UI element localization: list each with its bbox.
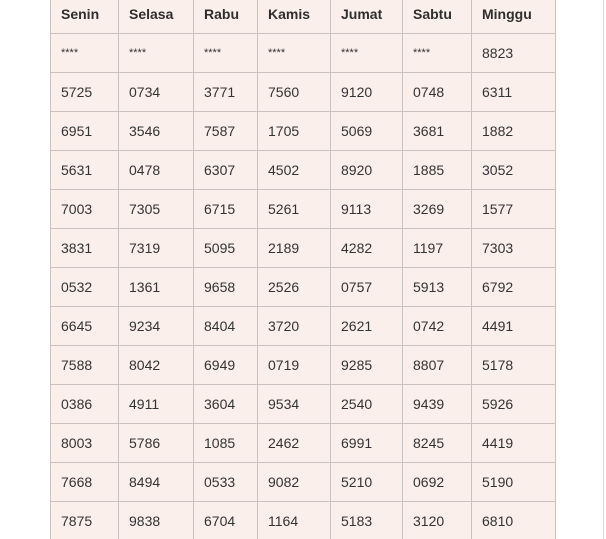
table-row <box>51 268 556 307</box>
table-cell-sabtu: 8807 <box>403 346 472 385</box>
table-cell-selasa: 0734 <box>119 73 194 112</box>
column-header-kamis: Kamis <box>258 0 331 34</box>
table-cell-senin: 7588 <box>51 346 119 385</box>
table-cell-jumat: 0757 <box>331 268 403 307</box>
table-cell-rabu: 6307 <box>194 151 258 190</box>
table-cell-selasa: 3546 <box>119 112 194 151</box>
table-row <box>51 73 556 112</box>
table-cell-minggu: 6311 <box>472 73 556 112</box>
table-cell-minggu: 5926 <box>472 385 556 424</box>
scroll-edge-divider <box>603 0 604 539</box>
table-cell-senin: 0386 <box>51 385 119 424</box>
table-cell-selasa: 1361 <box>119 268 194 307</box>
table-cell-rabu: 6949 <box>194 346 258 385</box>
table-cell-senin: 0532 <box>51 268 119 307</box>
table-cell-kamis: 2189 <box>258 229 331 268</box>
table-cell-jumat: 9113 <box>331 190 403 229</box>
table-cell-rabu: 7587 <box>194 112 258 151</box>
table-cell-jumat: 6991 <box>331 424 403 463</box>
table-cell-kamis: 0719 <box>258 346 331 385</box>
table-row <box>51 463 556 502</box>
table-cell-rabu: 0533 <box>194 463 258 502</box>
table-cell-kamis: **** <box>258 34 331 73</box>
table-row <box>51 151 556 190</box>
table-cell-sabtu: 0692 <box>403 463 472 502</box>
header-row <box>51 0 556 34</box>
table-cell-senin: **** <box>51 34 119 73</box>
table-cell-jumat: 9120 <box>331 73 403 112</box>
table-cell-jumat: 8920 <box>331 151 403 190</box>
table-cell-sabtu: 0748 <box>403 73 472 112</box>
table-cell-sabtu: **** <box>403 34 472 73</box>
table-cell-sabtu: 5913 <box>403 268 472 307</box>
column-header-selasa: Selasa <box>119 0 194 34</box>
table-cell-rabu: **** <box>194 34 258 73</box>
table-row <box>51 34 556 73</box>
table-cell-senin: 7668 <box>51 463 119 502</box>
table-cell-kamis: 7560 <box>258 73 331 112</box>
table-cell-senin: 7875 <box>51 502 119 539</box>
table-cell-minggu: 7303 <box>472 229 556 268</box>
table-cell-kamis: 9534 <box>258 385 331 424</box>
table-cell-senin: 5631 <box>51 151 119 190</box>
table-cell-kamis: 4502 <box>258 151 331 190</box>
table-row <box>51 424 556 463</box>
table-cell-jumat: 5069 <box>331 112 403 151</box>
table-cell-selasa: 8042 <box>119 346 194 385</box>
column-header-senin: Senin <box>51 0 119 34</box>
table-cell-sabtu: 3120 <box>403 502 472 539</box>
table-cell-sabtu: 0742 <box>403 307 472 346</box>
column-header-jumat: Jumat <box>331 0 403 34</box>
table-cell-kamis: 5261 <box>258 190 331 229</box>
table-row <box>51 385 556 424</box>
table-cell-kamis: 2462 <box>258 424 331 463</box>
table-cell-senin: 3831 <box>51 229 119 268</box>
table-cell-rabu: 6715 <box>194 190 258 229</box>
table-cell-jumat: 5183 <box>331 502 403 539</box>
table-cell-selasa: 4911 <box>119 385 194 424</box>
table-cell-minggu: 4491 <box>472 307 556 346</box>
table-cell-rabu: 1085 <box>194 424 258 463</box>
table-cell-kamis: 2526 <box>258 268 331 307</box>
table-cell-jumat: **** <box>331 34 403 73</box>
table-cell-rabu: 3604 <box>194 385 258 424</box>
table-row <box>51 307 556 346</box>
table-row <box>51 112 556 151</box>
table-cell-sabtu: 9439 <box>403 385 472 424</box>
table-cell-selasa: **** <box>119 34 194 73</box>
results-table <box>50 0 556 539</box>
table-cell-sabtu: 8245 <box>403 424 472 463</box>
table-cell-sabtu: 1885 <box>403 151 472 190</box>
table-cell-kamis: 3720 <box>258 307 331 346</box>
table-row <box>51 229 556 268</box>
table-cell-jumat: 2540 <box>331 385 403 424</box>
table-cell-senin: 7003 <box>51 190 119 229</box>
table-row <box>51 502 556 539</box>
table-cell-selasa: 8494 <box>119 463 194 502</box>
table-cell-jumat: 5210 <box>331 463 403 502</box>
table-cell-sabtu: 3269 <box>403 190 472 229</box>
column-header-rabu: Rabu <box>194 0 258 34</box>
table-cell-selasa: 9234 <box>119 307 194 346</box>
table-cell-minggu: 3052 <box>472 151 556 190</box>
table-cell-rabu: 9658 <box>194 268 258 307</box>
column-header-sabtu: Sabtu <box>403 0 472 34</box>
table-cell-minggu: 8823 <box>472 34 556 73</box>
table-cell-sabtu: 3681 <box>403 112 472 151</box>
table-cell-kamis: 9082 <box>258 463 331 502</box>
table-cell-minggu: 1882 <box>472 112 556 151</box>
table-cell-rabu: 5095 <box>194 229 258 268</box>
table-cell-selasa: 9838 <box>119 502 194 539</box>
table-cell-minggu: 4419 <box>472 424 556 463</box>
table-cell-minggu: 6792 <box>472 268 556 307</box>
table-cell-minggu: 6810 <box>472 502 556 539</box>
table-cell-jumat: 2621 <box>331 307 403 346</box>
table-cell-senin: 6951 <box>51 112 119 151</box>
table-cell-minggu: 1577 <box>472 190 556 229</box>
table-cell-kamis: 1164 <box>258 502 331 539</box>
table-row <box>51 190 556 229</box>
table-cell-selasa: 0478 <box>119 151 194 190</box>
table-cell-minggu: 5190 <box>472 463 556 502</box>
table-body <box>51 34 556 539</box>
table-cell-selasa: 5786 <box>119 424 194 463</box>
table-cell-jumat: 4282 <box>331 229 403 268</box>
table-cell-rabu: 8404 <box>194 307 258 346</box>
column-header-minggu: Minggu <box>472 0 556 34</box>
table-cell-sabtu: 1197 <box>403 229 472 268</box>
table-cell-senin: 8003 <box>51 424 119 463</box>
table-cell-jumat: 9285 <box>331 346 403 385</box>
table-cell-selasa: 7319 <box>119 229 194 268</box>
table-cell-rabu: 6704 <box>194 502 258 539</box>
table-cell-selasa: 7305 <box>119 190 194 229</box>
table-cell-senin: 6645 <box>51 307 119 346</box>
table-cell-minggu: 5178 <box>472 346 556 385</box>
table-row <box>51 346 556 385</box>
table-cell-kamis: 1705 <box>258 112 331 151</box>
table-cell-senin: 5725 <box>51 73 119 112</box>
table-cell-rabu: 3771 <box>194 73 258 112</box>
